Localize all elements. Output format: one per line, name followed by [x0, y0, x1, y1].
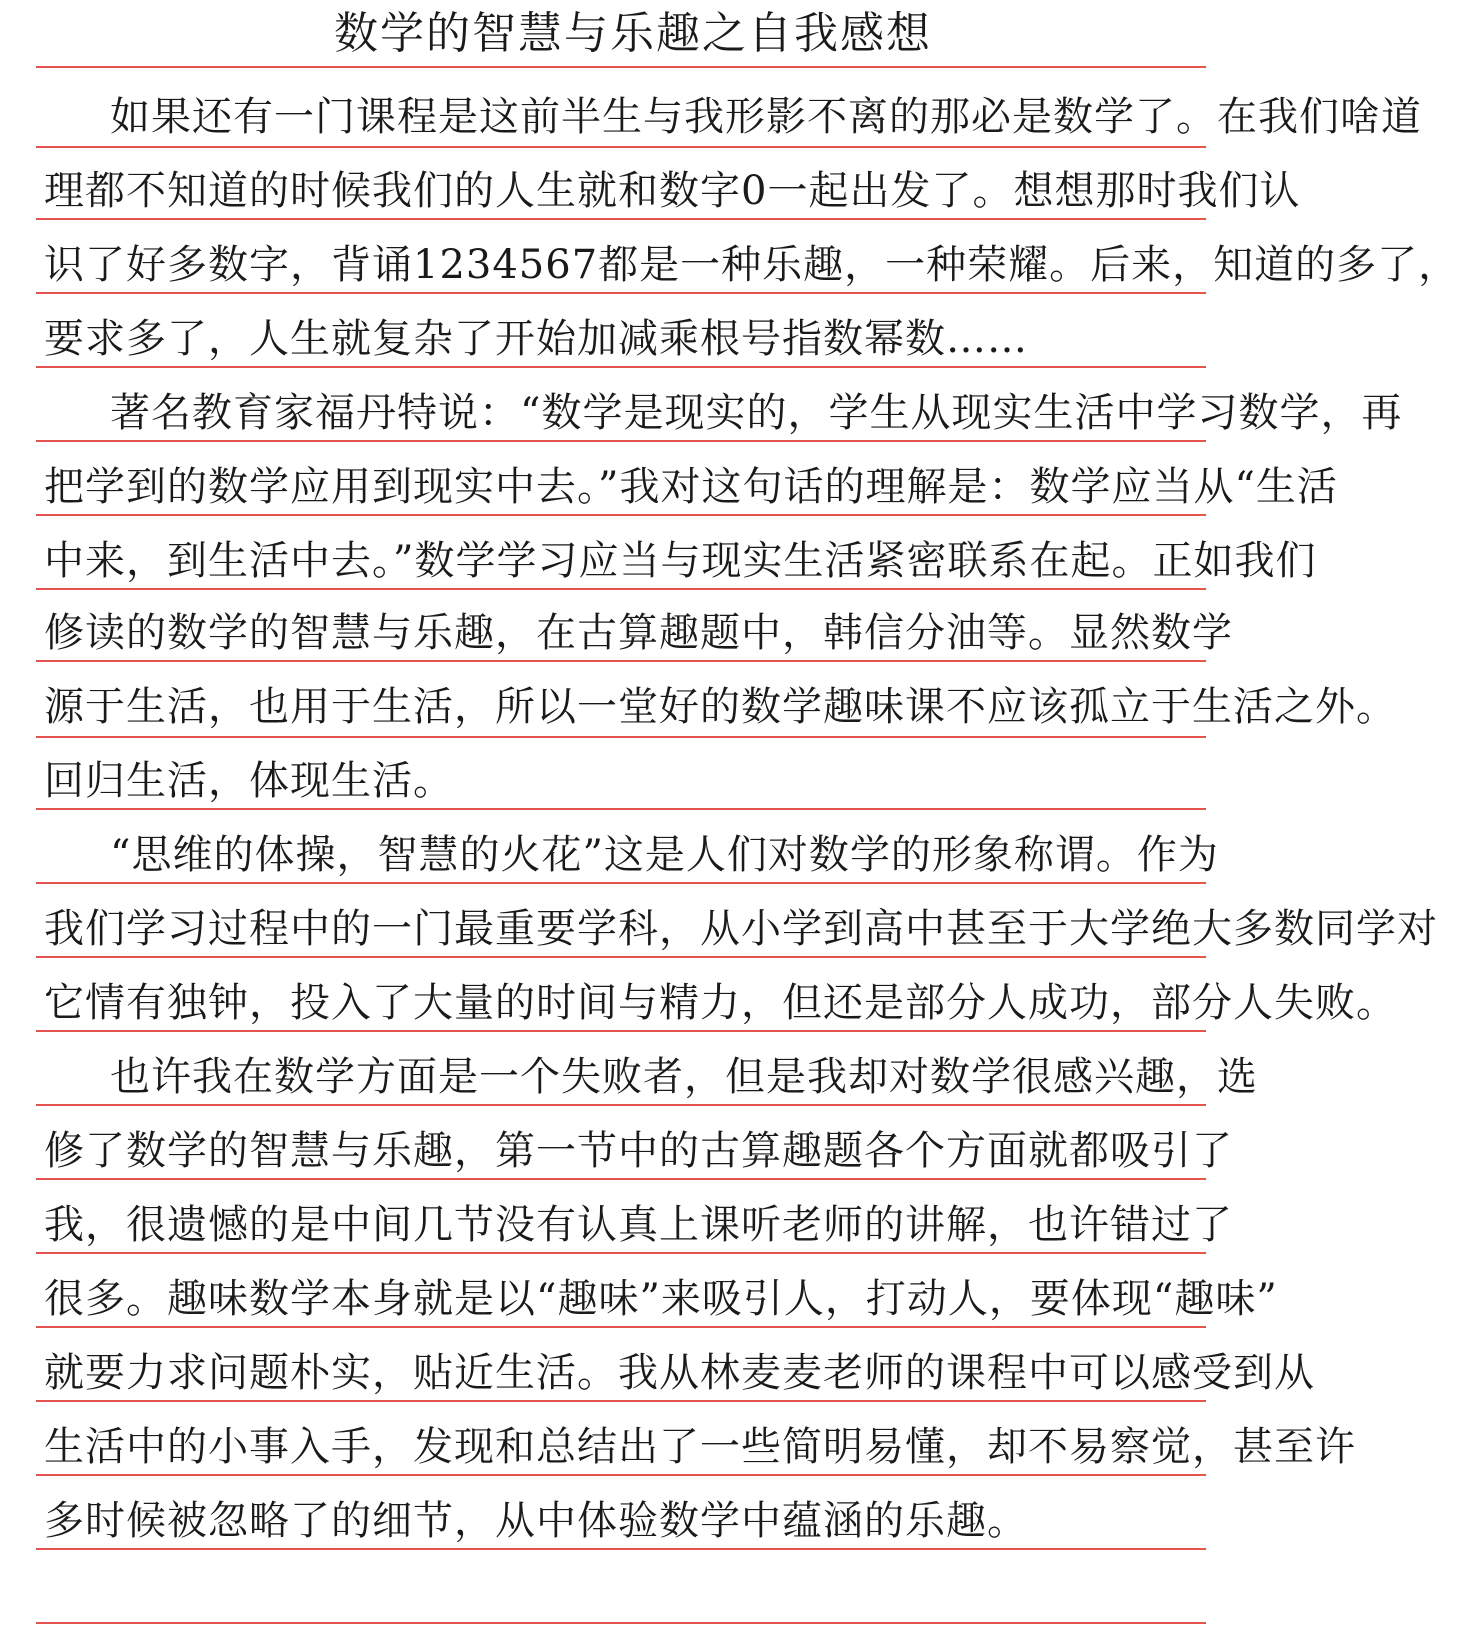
- ruled-line: [36, 660, 1206, 662]
- essay-line: 理都不知道的时候我们的人生就和数字0一起出发了。想想那时我们认: [44, 168, 1301, 214]
- essay-line: 中来，到生活中去。”数学学习应当与现实生活紧密联系在起。正如我们: [44, 538, 1317, 584]
- essay-line: 我们学习过程中的一门最重要学科，从小学到高中甚至于大学绝大多数同学对: [44, 906, 1438, 952]
- ruled-line: [36, 440, 1206, 442]
- ruled-line: [36, 956, 1206, 958]
- ruled-line: [36, 588, 1206, 590]
- ruled-line: [36, 882, 1206, 884]
- ruled-line: [36, 146, 1206, 148]
- essay-line: 很多。趣味数学本身就是以“趣味”来吸引人，打动人，要体现“趣味”: [44, 1276, 1278, 1322]
- essay-line: 我，很遗憾的是中间几节没有认真上课听老师的讲解，也许错过了: [44, 1202, 1233, 1248]
- essay-line: 回归生活，体现生活。: [44, 758, 454, 804]
- essay-line: 它情有独钟，投入了大量的时间与精力，但还是部分人成功，部分人失败。: [44, 980, 1397, 1026]
- ruled-line: [36, 218, 1206, 220]
- essay-line: 著名教育家福丹特说：“数学是现实的，学生从现实生活中学习数学，再: [110, 390, 1403, 436]
- ruled-line: [36, 808, 1206, 810]
- ruled-line: [36, 1400, 1206, 1402]
- essay-line: 多时候被忽略了的细节，从中体验数学中蕴涵的乐趣。: [44, 1498, 1028, 1544]
- essay-line: 要求多了，人生就复杂了开始加减乘根号指数幂数……: [44, 316, 1028, 362]
- essay-line: 把学到的数学应用到现实中去。”我对这句话的理解是：数学应当从“生活: [44, 464, 1338, 510]
- ruled-line: [36, 1548, 1206, 1550]
- ruled-line: [36, 366, 1206, 368]
- essay-line: 修读的数学的智慧与乐趣，在古算趣题中，韩信分油等。显然数学: [44, 610, 1233, 656]
- ruled-line: [36, 292, 1206, 294]
- essay-line: “思维的体操，智慧的火花”这是人们对数学的形象称谓。作为: [110, 832, 1219, 878]
- ruled-line: [36, 514, 1206, 516]
- essay-line: 如果还有一门课程是这前半生与我形影不离的那必是数学了。在我们啥道: [110, 94, 1422, 140]
- ruled-line: [36, 1474, 1206, 1476]
- ruled-line: [36, 1178, 1206, 1180]
- essay-line: 就要力求问题朴实，贴近生活。我从林麦麦老师的课程中可以感受到从: [44, 1350, 1315, 1396]
- essay-line: 源于生活，也用于生活，所以一堂好的数学趣味课不应该孤立于生活之外。: [44, 684, 1397, 730]
- ruled-line: [36, 1252, 1206, 1254]
- essay-line: 识了好多数字，背诵1234567都是一种乐趣，一种荣耀。后来，知道的多了，: [44, 242, 1459, 288]
- ruled-line: [36, 1104, 1206, 1106]
- essay-line: 也许我在数学方面是一个失败者，但是我却对数学很感兴趣，选: [110, 1054, 1258, 1100]
- ruled-line: [36, 1622, 1206, 1624]
- essay-line: 生活中的小事入手，发现和总结出了一些简明易懂，却不易察觉，甚至许: [44, 1424, 1356, 1470]
- essay-title: 数学的智慧与乐趣之自我感想: [334, 8, 932, 59]
- ruled-line: [36, 66, 1206, 68]
- ruled-line: [36, 1030, 1206, 1032]
- essay-line: 修了数学的智慧与乐趣，第一节中的古算趣题各个方面就都吸引了: [44, 1128, 1233, 1174]
- ruled-line: [36, 736, 1206, 738]
- ruled-line: [36, 1326, 1206, 1328]
